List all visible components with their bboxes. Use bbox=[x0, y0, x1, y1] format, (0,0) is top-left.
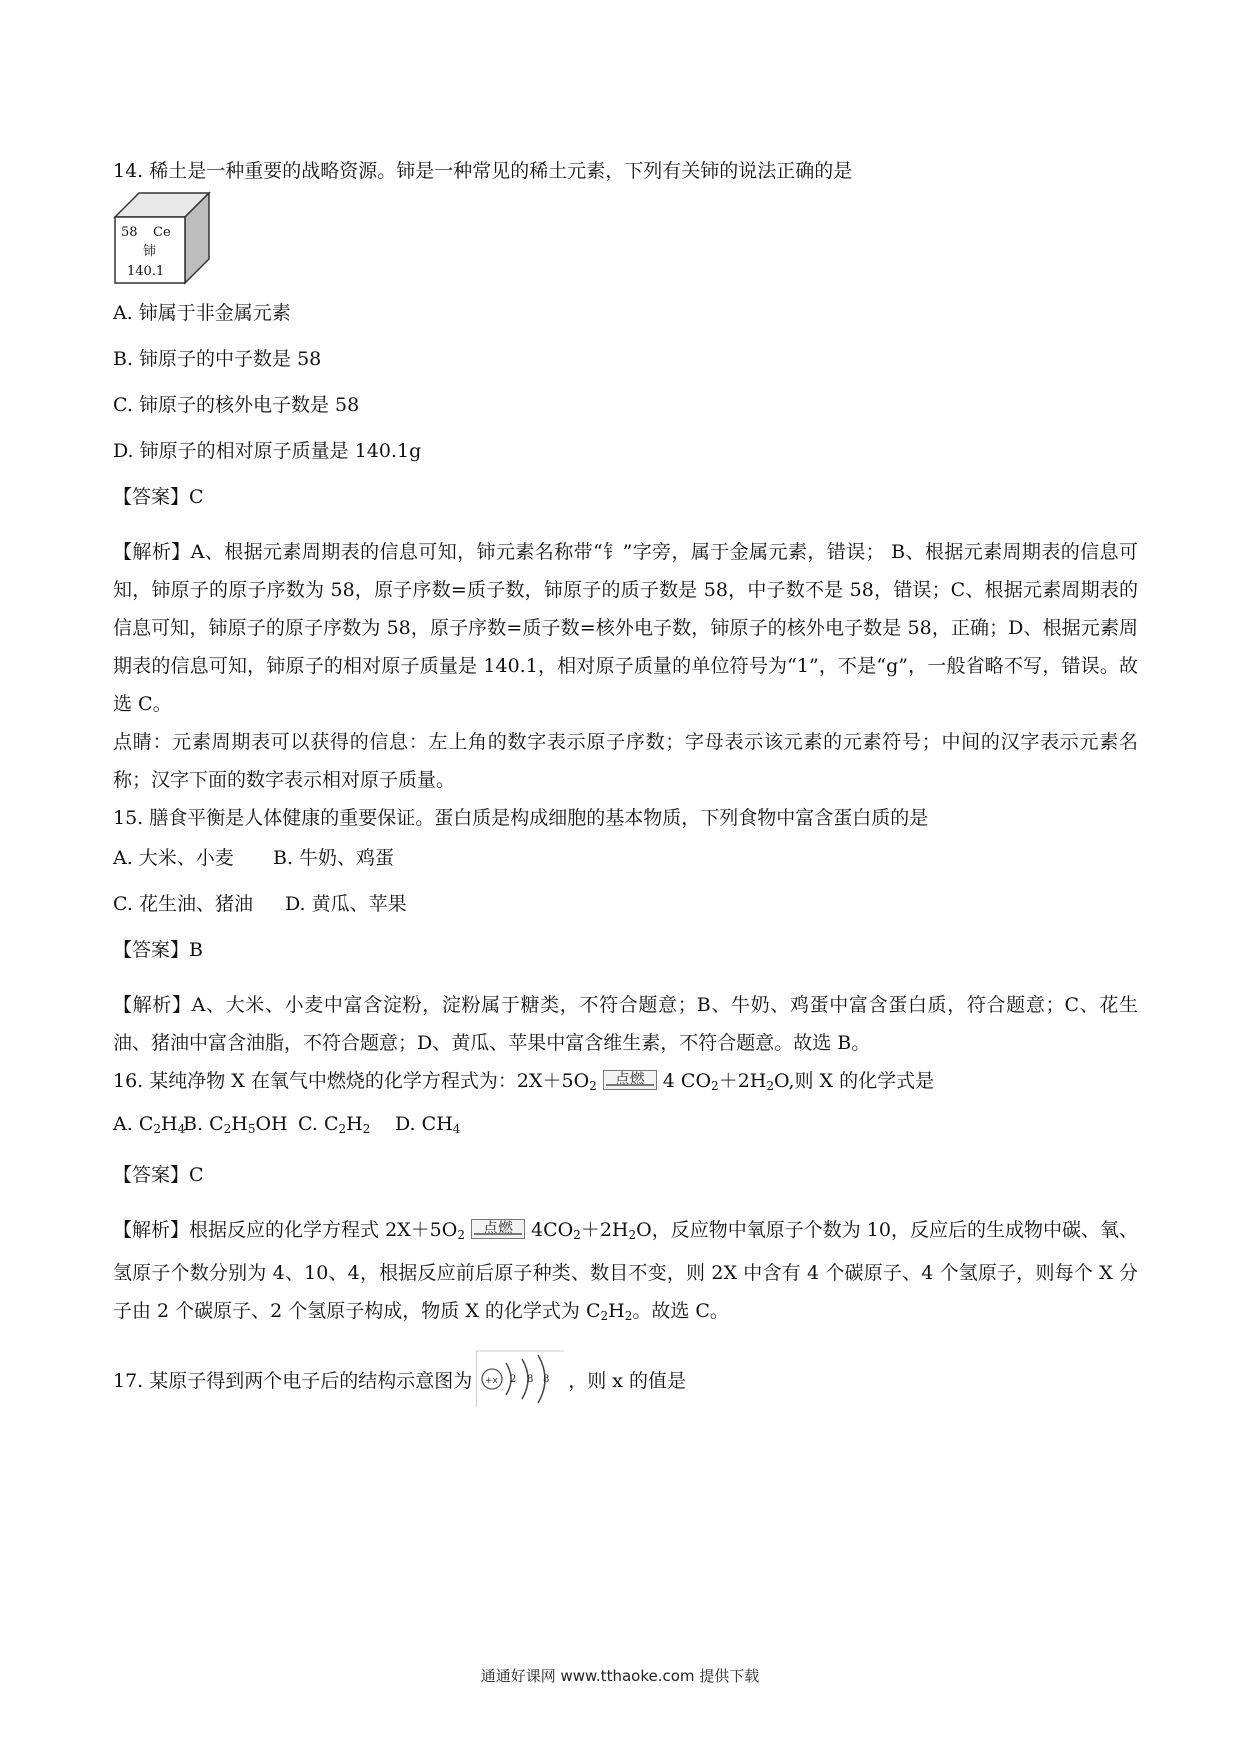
q16-stem: 16. 某纯净物 X 在氧气中燃烧的化学方程式为：$2X+5O_2$ 点燃 4 $CO_2+2H_2O$,则 X 的化学式是 bbox=[113, 1070, 935, 1093]
reaction-condition-ignite: 点燃 bbox=[603, 1070, 657, 1090]
q14-answer: 【答案】C bbox=[113, 486, 204, 508]
q15-stem: 15. 膳食平衡是人体健康的重要保证。蛋白质是构成细胞的基本物质，下列食物中富含蛋白质的是 bbox=[113, 807, 929, 829]
q14-option-d: D. 铈原子的相对原子质量是 140.1g bbox=[113, 440, 422, 462]
q16-option-b: B. $C_2H_5OH$ bbox=[183, 1113, 288, 1136]
q14-analysis: 【解析】A、根据元素周期表的信息可知，铈元素名称带“钅”字旁，属于金属元素，错误； B、根据元素周期表的信息可知，铈原子的原子序数为 58，原子序数=质子数，铈原子的质子数是 58，中子数不是 58，错误；C、根据元素周期表的信息可知，铈原子的原子序数为 58，原子序数=质子数=核外电子数，铈原子的核外电子数是 58，正确；D、根据元素周期表的信息可知，铈原子的相对原子质量是 140.1，相对原子质量的单位符号为“1”，不是“g”，一般省略不写，错误。故选 C。 bbox=[113, 541, 1138, 715]
shell-2-electrons: 8 bbox=[527, 1374, 534, 1385]
atom-structure-diagram bbox=[476, 1349, 564, 1409]
q14-tip: 点睛：元素周期表可以获得的信息：左上角的数字表示原子序数；字母表示该元素的元素符号；中间的汉字表示元素名称；汉字下面的数字表示相对原子质量。 bbox=[113, 731, 1138, 791]
reaction-condition-ignite-2: 点燃 bbox=[471, 1219, 525, 1239]
element-cell-cerium bbox=[113, 191, 213, 286]
nucleus-charge: +x bbox=[485, 1376, 499, 1386]
q15-option-a: A. 大米、小麦 bbox=[113, 847, 234, 869]
q16-options bbox=[113, 1111, 1138, 1143]
q17-stem: 17. 某原子得到两个电子后的结构示意图为 +x 2 8 8 ，则 x 的值是 bbox=[113, 1349, 1138, 1409]
q15-option-b: B. 牛奶、鸡蛋 bbox=[273, 847, 395, 869]
q15-option-c: C. 花生油、猪油 bbox=[113, 893, 253, 915]
document-body bbox=[113, 158, 1138, 1409]
q16-option-d: D. $CH_4$ bbox=[395, 1113, 461, 1136]
cell-name: 铈 bbox=[143, 244, 157, 259]
page-footer: 通通好课网 www.tthaoke.com 提供下载 bbox=[480, 1667, 760, 1685]
q16-answer: 【答案】C bbox=[113, 1164, 204, 1186]
cell-symbol: Ce bbox=[153, 225, 171, 240]
shell-1-electrons: 2 bbox=[510, 1374, 517, 1385]
q15-answer: 【答案】B bbox=[113, 939, 203, 961]
q14-option-b: B. 铈原子的中子数是 58 bbox=[113, 348, 322, 370]
q16-analysis: 【解析】根据反应的化学方程式 $2X+5O_2$ 点燃 $4CO_2+2H_2O$，反应物中氧原子个数为 10，反应后的生成物中碳、氧、氢原子个数分别为 4、10、4，根据反应前后原子种类、数目不变，则 2X 中含有 4 个碳原子、4 个氢原子，则每个 X 分子由 2 个碳原子、2 个氢原子构成，物质 X 的化学式为 $C_2H_2$。故选 C。 bbox=[113, 1219, 1138, 1323]
q15-options-row-2 bbox=[113, 891, 1138, 918]
cell-mass: 140.1 bbox=[127, 264, 165, 279]
q16-option-c: C. $C_2H_2$ bbox=[298, 1113, 371, 1136]
q15-analysis: 【解析】A、大米、小麦中富含淀粉，淀粉属于糖类，不符合题意；B、牛奶、鸡蛋中富含蛋白质，符合题意；C、花生油、猪油中富含油脂，不符合题意；D、黄瓜、苹果中富含维生素，不符合题意。故选 B。 bbox=[113, 994, 1138, 1054]
shell-3-electrons: 8 bbox=[543, 1374, 550, 1385]
q14-option-c: C. 铈原子的核外电子数是 58 bbox=[113, 394, 360, 416]
q14-stem: 14. 稀土是一种重要的战略资源。铈是一种常见的稀土元素，下列有关铈的说法正确的是 bbox=[113, 160, 853, 182]
q14-option-a: A. 铈属于非金属元素 bbox=[113, 302, 291, 324]
q15-options-row-1 bbox=[113, 845, 1138, 872]
cell-number: 58 bbox=[121, 225, 138, 240]
q16-option-a: A. $C_2H_4$ bbox=[113, 1113, 186, 1136]
q15-option-d: D. 黄瓜、苹果 bbox=[285, 893, 407, 915]
